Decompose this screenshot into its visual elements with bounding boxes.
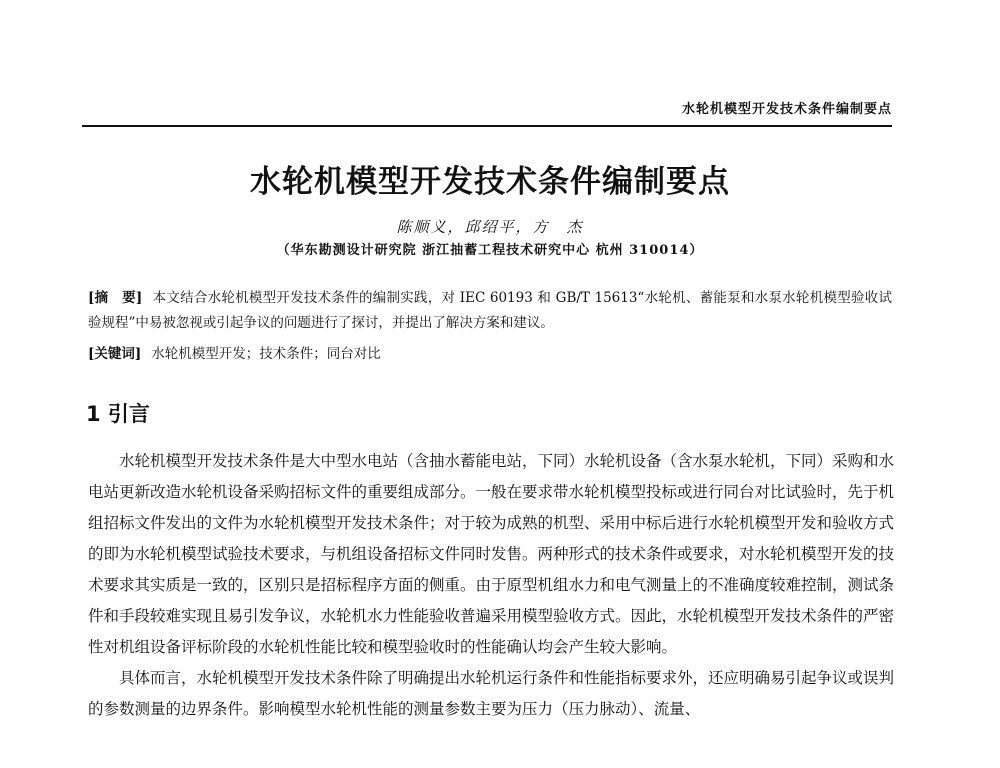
abstract-label: [摘 要] <box>88 290 143 306</box>
article-title: 水轮机模型开发技术条件编制要点 <box>250 164 730 200</box>
running-header: 水轮机模型开发技术条件编制要点 <box>681 102 892 117</box>
header-rule <box>82 125 892 127</box>
abstract <box>88 286 892 336</box>
article-affiliation: （华东勘测设计研究院 浙江抽蓄工程技术研究中心 杭州 310014） <box>276 243 704 258</box>
body-paragraph: 水轮机模型开发技术条件是大中型水电站（含抽水蓄能电站，下同）水轮机设备（含水泵水轮机，下同）采购和水电站更新改造水轮机设备采购招标文件的重要组成部分。一般在要求带水轮机模型投标或进行同台对比试验时，先于机组招标文件发出的文件为水轮机模型开发技术条件；对于较为成熟的机型、采用中标后进行水轮机模型开发和验收方式的即为水轮机模型试验技术要求，与机组设备招标文件同时发售。两种形式的技术条件或要求，对水轮机模型开发的技术要求其实质是一致的，区别只是招标程序方面的侧重。由于原型机组水力和电气测量上的不准确度较难控制，测试条件和手段较难实现且易引发争议，水轮机水力性能验收普遍采用模型验收方式。因此，水轮机模型开发技术条件的严密性对机组设备评标阶段的水轮机性能比较和模型验收时的性能确认均会产生较大影响。 <box>88 452 895 656</box>
abstract-text: 本文结合水轮机模型开发技术条件的编制实践，对 IEC 60193 和 GB/T 15613“水轮机、蓄能泵和水泵水轮机模型验收试验规程”中易被忽视或引起争议的问题进行了探讨，并提出了解决方案和建议。 <box>88 290 892 331</box>
section-body <box>88 446 894 725</box>
keywords-label: [关键词] <box>88 346 142 362</box>
article-authors: 陈顺义，邱绍平，方 杰 <box>396 218 584 236</box>
section-heading: 1 引言 <box>86 402 150 426</box>
body-paragraph: 具体而言，水轮机模型开发技术条件除了明确提出水轮机运行条件和性能指标要求外，还应明确易引起争议或误判的参数测量的边界条件。影响模型水轮机性能的测量参数主要为压力（压力脉动）、流量、 <box>88 669 895 718</box>
keywords <box>88 342 892 366</box>
keywords-text: 水轮机模型开发；技术条件；同台对比 <box>151 346 381 362</box>
